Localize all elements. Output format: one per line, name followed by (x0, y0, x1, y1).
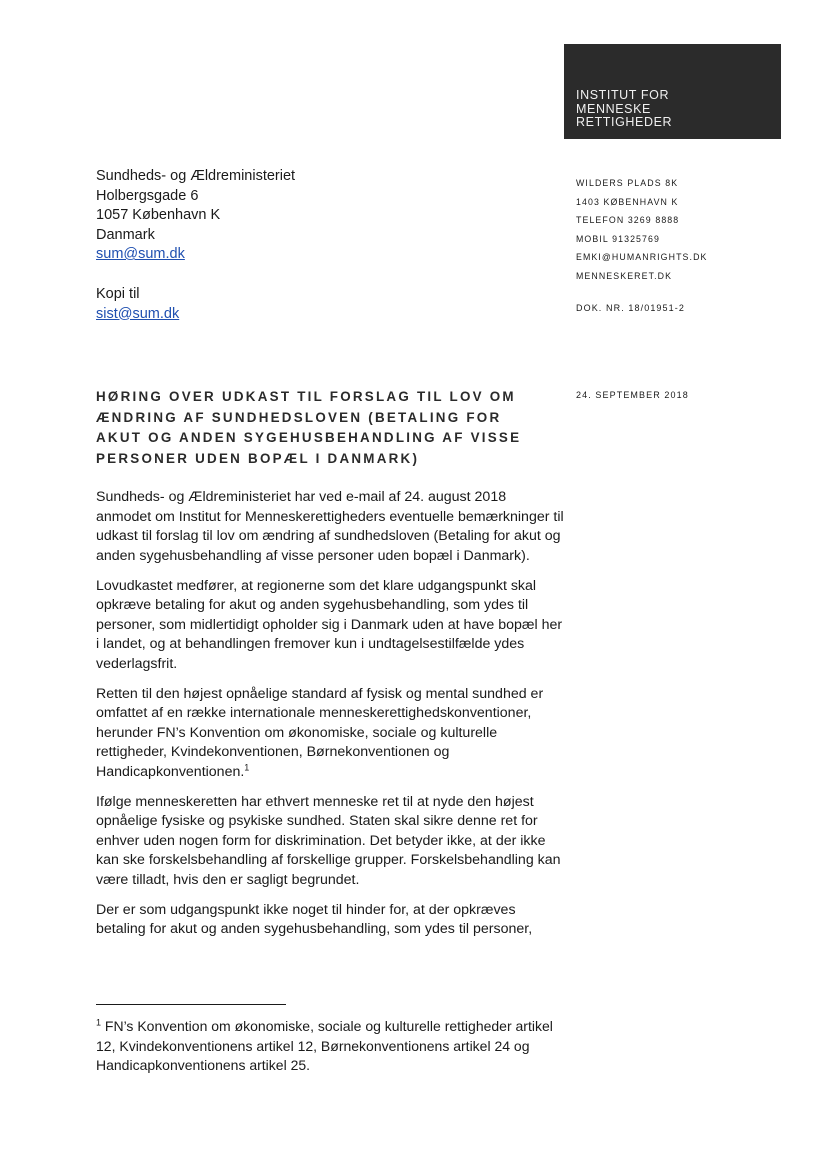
recipient-address (96, 167, 496, 265)
sender-address: WILDERS PLADS 8K (576, 178, 679, 188)
paragraph-2: Lovudkastet medfører, at regionerne som det klare udgangspunkt skal opkræve betaling for akut og anden sygehusbehandling, som ydes til personer, som midlertidigt opholder sig i Danmark uden at have bopæl her i landet, og at behandlingen fremover kun i undtagelsestilfælde ydes vederlagsfrit. (96, 577, 563, 672)
paragraph-1: Sundheds- og Ældreministeriet har ved e-mail af 24. august 2018 anmodet om Institut for Menneskerettigheders eventuelle bemærkninger til udkast til forslag til lov om ændring af sundhedsloven (Betaling for akut og anden sygehusbehandling af visse personer uden bopæl i Danmark). (96, 489, 564, 564)
footnote (96, 1017, 566, 1076)
logo-text (576, 89, 672, 130)
copy-to (96, 285, 179, 324)
sender-city: 1403 KØBENHAVN K (576, 196, 679, 207)
sender-contact (576, 174, 776, 286)
heading-line-4: PERSONER UDEN BOPÆL I DANMARK) (96, 450, 420, 466)
paragraph-3 (96, 685, 564, 783)
paragraph-5: Der er som udgangspunkt ikke noget til hinder for, at der opkræves betaling for akut og anden sygehusbehandling, som ydes til personer, (96, 901, 533, 937)
sender-mobile: MOBIL 91325769 (576, 233, 661, 244)
footnote-separator (96, 1004, 286, 1005)
sender-email: EMKI@HUMANRIGHTS.DK (576, 252, 708, 263)
document-number: DOK. NR. 18/01951-2 (576, 303, 685, 313)
logo-line-2: MENNESKE (576, 101, 651, 116)
recipient-city: 1057 København K (96, 207, 221, 223)
logo-line-3: RETTIGHEDER (576, 115, 673, 129)
footnote-text: FN’s Konvention om økonomiske, sociale og kulturelle rettigheder artikel 12, Kvindekonventionens artikel 12, Børnekonventionens artikel 24 og Handicapkonventionens artikel 25. (96, 1018, 553, 1073)
sender-web: MENNESKERET.DK (576, 270, 673, 281)
copy-label: Kopi til (96, 286, 140, 302)
recipient-email-link[interactable]: sum@sum.dk (96, 246, 185, 262)
recipient-country: Danmark (96, 226, 155, 243)
heading-line-1: HØRING OVER UDKAST TIL FORSLAG TIL LOV OM (96, 389, 516, 404)
copy-email-link[interactable]: sist@sum.dk (96, 305, 180, 322)
logo-line-1: INSTITUT FOR (576, 88, 670, 102)
footnote-ref: 1 (244, 761, 250, 772)
recipient-name: Sundheds- og Ældreministeriet (96, 168, 296, 184)
paragraph-3-text: Retten til den højest opnåelige standard af fysisk og mental sundhed er omfattet af en række internationale menneskerettighedskonventioner, herunder FN’s Konvention om økonomiske, sociale og kulturelle rettigheder, Kvindekonventionen, Børnekonventionen og Handicapkonventionen. (96, 685, 544, 780)
letter-body (96, 488, 564, 950)
recipient-street: Holbergsgade 6 (96, 187, 199, 204)
institute-logo (564, 44, 781, 139)
footnote-number: 1 (96, 1017, 102, 1028)
heading-line-2: ÆNDRING AF SUNDHEDSLOVEN (BETALING FOR (96, 409, 502, 425)
letter-date: 24. SEPTEMBER 2018 (576, 390, 689, 400)
sender-phone: TELEFON 3269 8888 (576, 215, 680, 226)
heading-line-3: AKUT OG ANDEN SYGEHUSBEHANDLING AF VISSE (96, 430, 522, 446)
paragraph-4: Ifølge menneskeretten har ethvert menneske ret til at nyde den højest opnåelige fysiske og psykiske sundhed. Staten skal sikre denne ret for enhver uden nogen form for diskrimination. Det betyder ikke, at der ikke kan ske forskelsbehandling af forskellige grupper. Forskelsbehandling kan være tilladt, hvis den er sagligt begrundet. (96, 793, 561, 888)
letter-heading (96, 387, 566, 469)
